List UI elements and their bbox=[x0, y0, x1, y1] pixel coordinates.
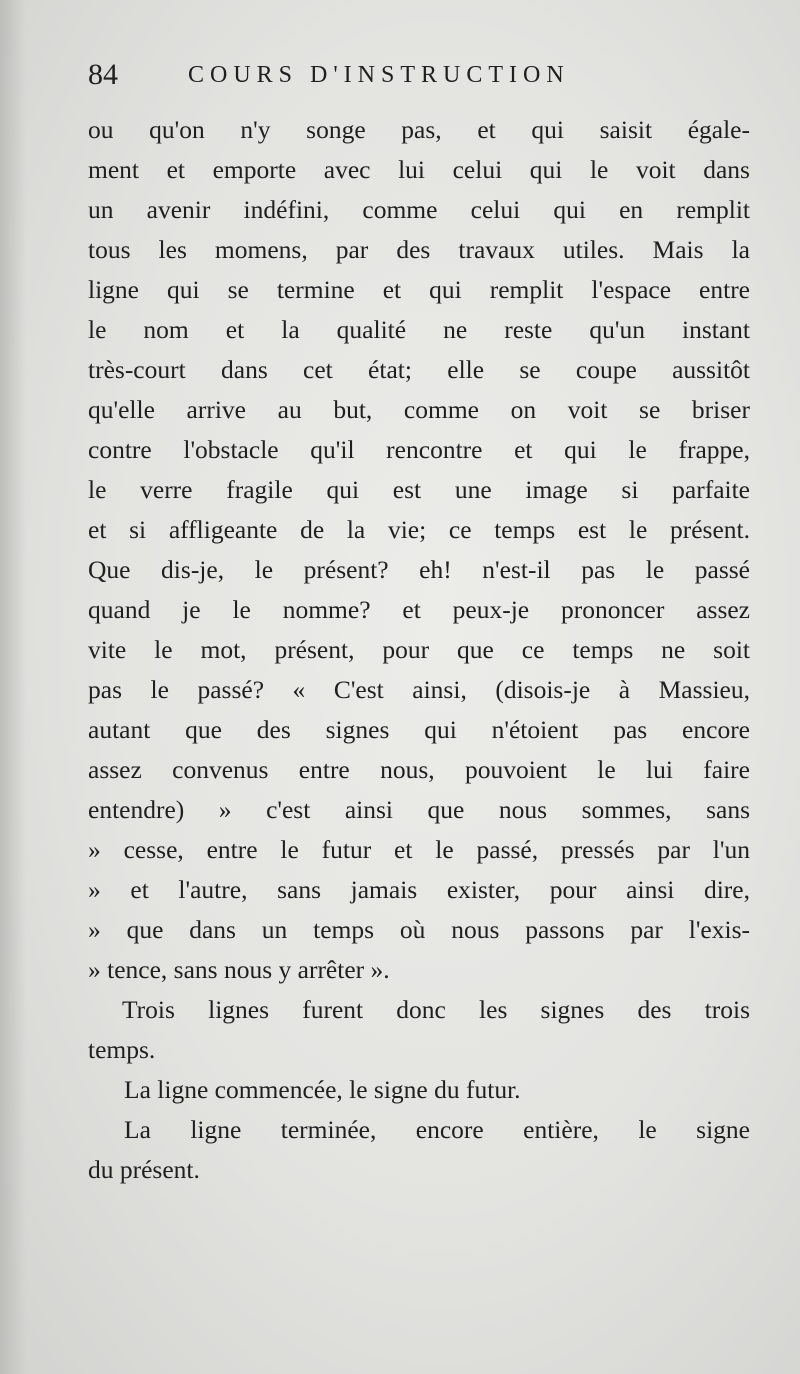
text-line: tous les momens, par des travaux utiles. Mais la bbox=[88, 235, 750, 264]
text-line: assez convenus entre nous, pouvoient le lui faire bbox=[88, 755, 750, 784]
paragraph-start-line: La ligne terminée, encore entière, le signe bbox=[124, 1115, 750, 1144]
paragraph-start-line: La ligne commencée, le signe du futur. bbox=[124, 1075, 521, 1104]
running-title: COURS D'INSTRUCTION bbox=[188, 62, 570, 88]
text-line: autant que des signes qui n'étoient pas encore bbox=[88, 715, 750, 744]
text-line: entendre) » c'est ainsi que nous sommes, sans bbox=[88, 795, 750, 824]
text-line: » tence, sans nous y arrêter ». bbox=[88, 955, 390, 984]
text-line: » et l'autre, sans jamais exister, pour ainsi dire, bbox=[88, 875, 750, 904]
text-line: qu'elle arrive au but, comme on voit se briser bbox=[88, 395, 750, 424]
text-line: pas le passé? « C'est ainsi, (disois-je à Massieu, bbox=[88, 675, 750, 704]
text-line: quand je le nomme? et peux-je prononcer assez bbox=[88, 595, 750, 624]
text-line: Que dis-je, le présent? eh! n'est-il pas le passé bbox=[88, 555, 750, 584]
text-line: et si affligeante de la vie; ce temps est le présent. bbox=[88, 515, 750, 544]
page-gutter-shadow bbox=[0, 0, 26, 1374]
page-number: 84 bbox=[88, 58, 118, 91]
text-line: ment et emporte avec lui celui qui le voit dans bbox=[88, 155, 750, 184]
text-line: temps. bbox=[88, 1035, 156, 1064]
body-text bbox=[88, 110, 750, 1190]
text-line: ou qu'on n'y songe pas, et qui saisit égale- bbox=[88, 115, 750, 144]
text-line: vite le mot, présent, pour que ce temps ne soit bbox=[88, 635, 750, 664]
text-line: du présent. bbox=[88, 1155, 200, 1184]
text-line: le verre fragile qui est une image si parfaite bbox=[88, 475, 750, 504]
text-line: » cesse, entre le futur et le passé, pressés par l'un bbox=[88, 835, 750, 864]
text-line: un avenir indéfini, comme celui qui en remplit bbox=[88, 195, 750, 224]
text-line: très-court dans cet état; elle se coupe aussitôt bbox=[88, 355, 750, 384]
paragraph-start-line: Trois lignes furent donc les signes des trois bbox=[122, 995, 750, 1024]
text-line: ligne qui se termine et qui remplit l'espace entre bbox=[88, 275, 750, 304]
text-line: le nom et la qualité ne reste qu'un instant bbox=[88, 315, 750, 344]
text-line: contre l'obstacle qu'il rencontre et qui le frappe, bbox=[88, 435, 750, 464]
page-header bbox=[88, 58, 758, 98]
text-line: » que dans un temps où nous passons par l'exis- bbox=[88, 915, 750, 944]
